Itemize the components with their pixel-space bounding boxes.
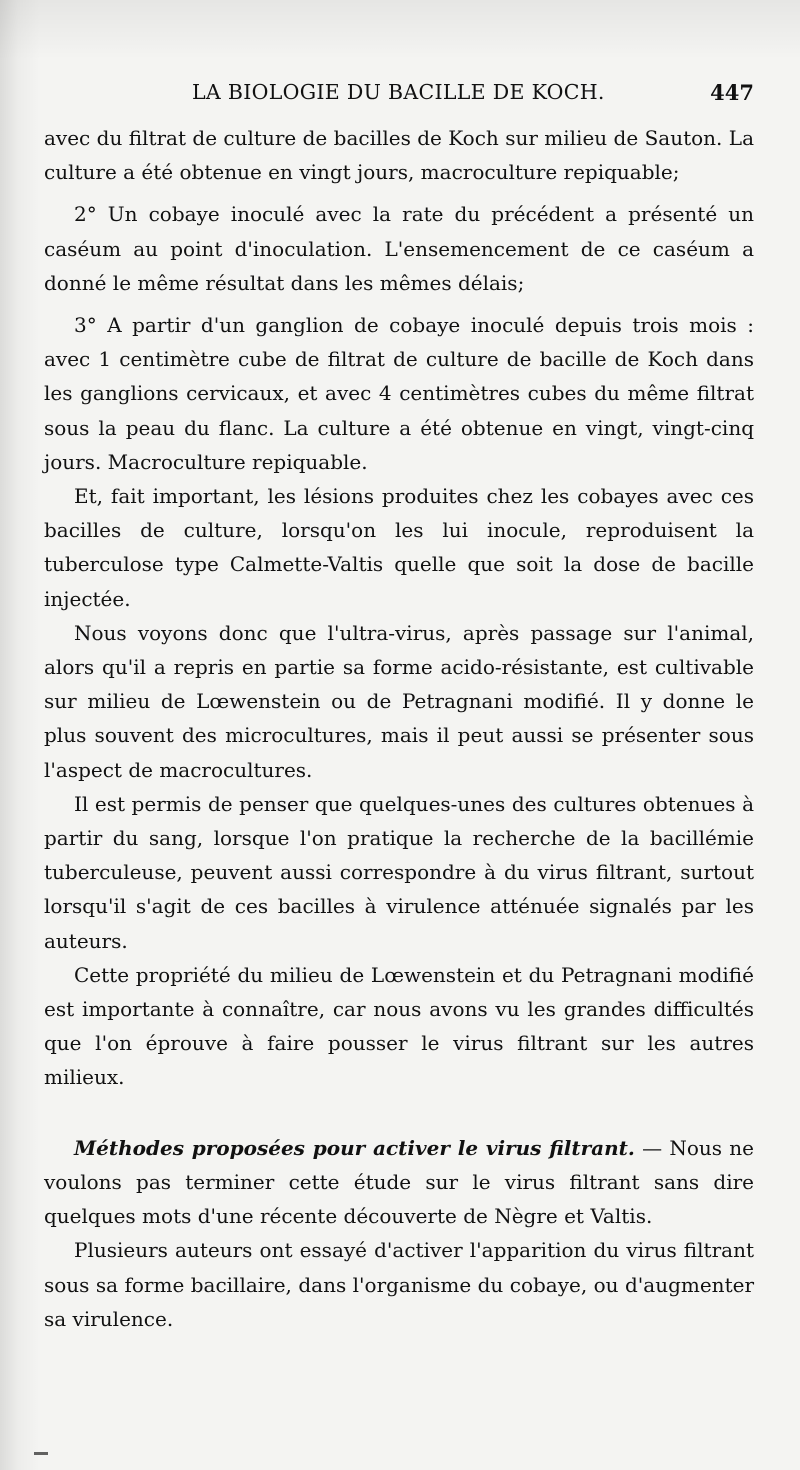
paragraph: Cette propriété du milieu de Lœwenstein et du Petragnani modifié est importante à connaître, car nous avons vu les grandes difficultés que l'on éprouve à faire pousser le virus filtrant sur les autres milieux. (44, 962, 754, 1090)
running-title: LA BIOLOGIE DU BACILLE DE KOCH. (192, 80, 605, 104)
paragraph: Plusieurs auteurs ont essayé d'activer l'apparition du virus filtrant sous sa forme bacillaire, dans l'organisme du cobaye, ou d'augmenter sa virulence. (44, 1238, 754, 1331)
section-paragraph (44, 1131, 754, 1234)
page-body (44, 121, 754, 1336)
section-heading-text: — Nous ne voulons pas terminer cette étude sur le virus filtrant sans dire quelques mots d'une récente découverte de Nègre et Valtis. (44, 1135, 754, 1229)
page-number: 447 (710, 80, 754, 105)
running-head (44, 80, 754, 114)
margin-mark (34, 1452, 48, 1455)
paragraph-item-2: 2° Un cobaye inoculé avec la rate du précédent a présenté un caséum au point d'inoculation. L'ensemencement de ce caséum a donné le même résultat dans les mêmes délais; (44, 202, 754, 295)
section-heading: Méthodes proposées pour activer le virus filtrant. (74, 1135, 635, 1160)
paragraph: Et, fait important, les lésions produites chez les cobayes avec ces bacilles de culture, lorsqu'on les lui inocule, reproduisent la tuberculose type Calmette-Valtis quelle que soit la dose de bacille injectée. (44, 484, 754, 611)
paragraph: Nous voyons donc que l'ultra-virus, après passage sur l'animal, alors qu'il a repris en partie sa forme acido-résistante, est cultivable sur milieu de Lœwenstein ou de Petragnani modifié. Il y donne le plus souvent des microcultures, mais il peut aussi se présenter sous l'aspect de macrocultures. (44, 620, 754, 782)
paragraph-continuation: avec du filtrat de culture de bacilles de Koch sur milieu de Sauton. La culture a été obtenue en vingt jours, macroculture repiquable; (44, 126, 754, 185)
paragraph-item-3: 3° A partir d'un ganglion de cobaye inoculé depuis trois mois : avec 1 centimètre cube de filtrat de culture de bacille de Koch dans les ganglions cervicaux, et avec 4 centimètres cubes du même filtrat sous la peau du flanc. La culture a été obtenue en vingt, vingt-cinq jours. Macroculture repiquable. (44, 313, 754, 474)
paragraph: Il est permis de penser que quelques-unes des cultures obtenues à partir du sang, lorsque l'on pratique la recherche de la bacillémie tuberculeuse, peuvent aussi correspondre à du virus filtrant, surtout lorsqu'il s'agit de ces bacilles à virulence atténuée signalés par les auteurs. (44, 791, 754, 953)
